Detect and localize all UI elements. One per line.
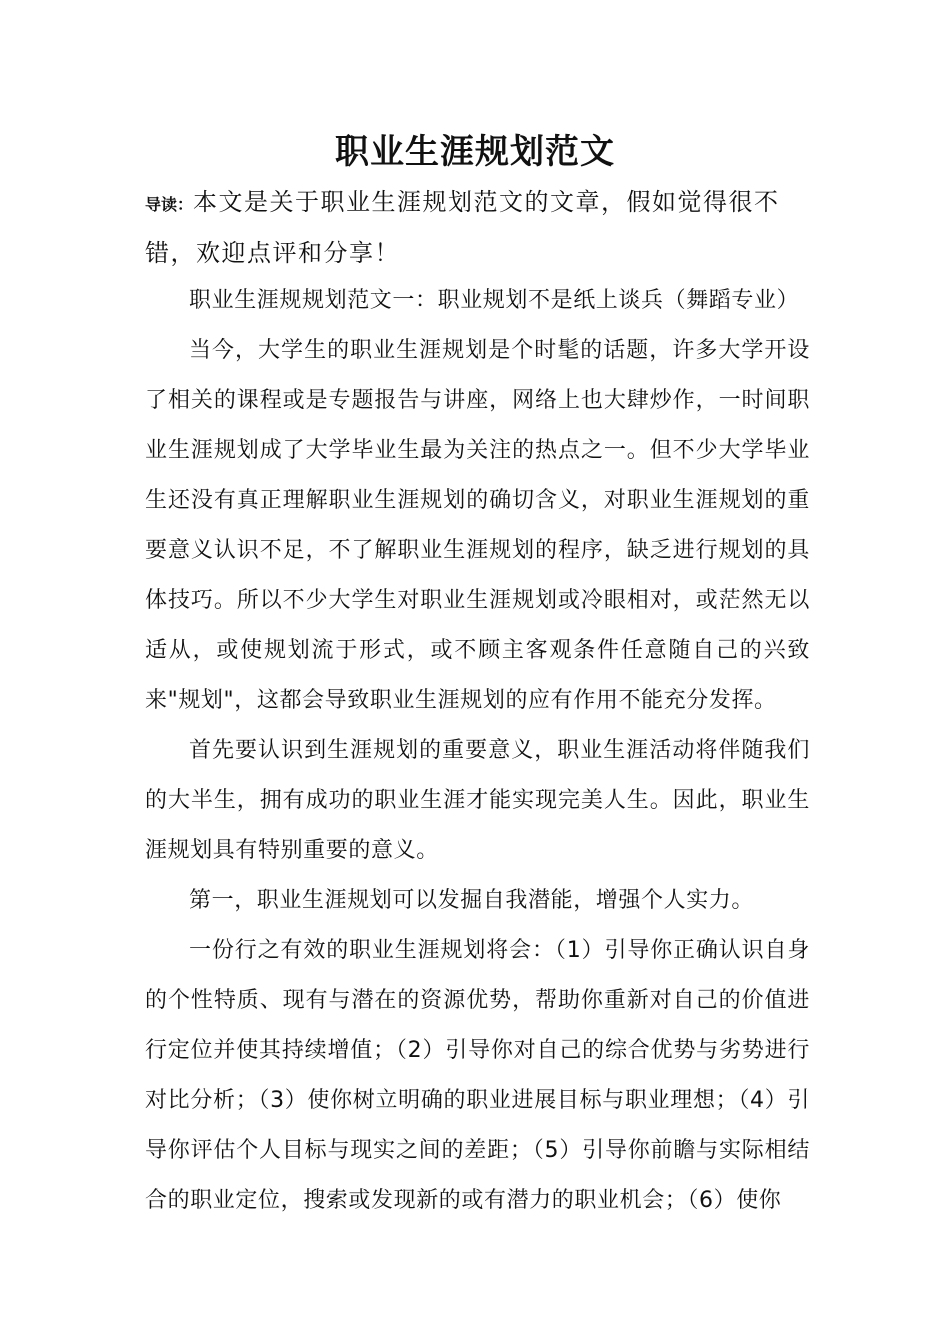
section-heading: 职业生涯规规划范文一：职业规划不是纸上谈兵（舞蹈专业） bbox=[189, 288, 800, 313]
intro-label: 导读： bbox=[145, 195, 194, 214]
document-body bbox=[145, 276, 810, 1226]
body-paragraph: 当今，大学生的职业生涯规划是个时髦的话题，许多大学开设了相关的课程或是专题报告与讲座，网络上也大肆炒作，一时间职业生涯规划成了大学毕业生最为关注的热点之一。但不少大学毕业生还没有真正理解职业生涯规划的确切含义，对职业生涯规划的重要意义认识不足，不了解职业生涯规划的程序，缺乏进行规划的具体技巧。所以不少大学生对职业生涯规划或冷眼相对，或茫然无以适从，或使规划流于形式，或不顾主客观条件任意随自己的兴致来"规划"，这都会导致职业生涯规划的应有作用不能充分发挥。 bbox=[145, 338, 810, 713]
document-title: 职业生涯规划范文 bbox=[335, 132, 615, 172]
intro-paragraph bbox=[145, 178, 810, 277]
body-paragraph: 一份行之有效的职业生涯规划将会：（1）引导你正确认识自身的个性特质、现有与潜在的资源优势，帮助你重新对自己的价值进行定位并使其持续增值；（2）引导你对自己的综合优势与劣势进行对比分析；（3）使你树立明确的职业进展目标与职业理想；（4）引导你评估个人目标与现实之间的差距；（5）引导你前瞻与实际相结合的职业定位，搜索或发现新的或有潜力的职业机会；（6）使你 bbox=[145, 938, 810, 1213]
body-paragraph: 第一，职业生涯规划可以发掘自我潜能，增强个人实力。 bbox=[189, 888, 755, 913]
body-paragraph: 首先要认识到生涯规划的重要意义，职业生涯活动将伴随我们的大半生，拥有成功的职业生涯才能实现完美人生。因此，职业生涯规划具有特别重要的意义。 bbox=[145, 738, 810, 863]
intro-text: 本文是关于职业生涯规划范文的文章，假如觉得很不错，欢迎点评和分享！ bbox=[145, 188, 780, 267]
